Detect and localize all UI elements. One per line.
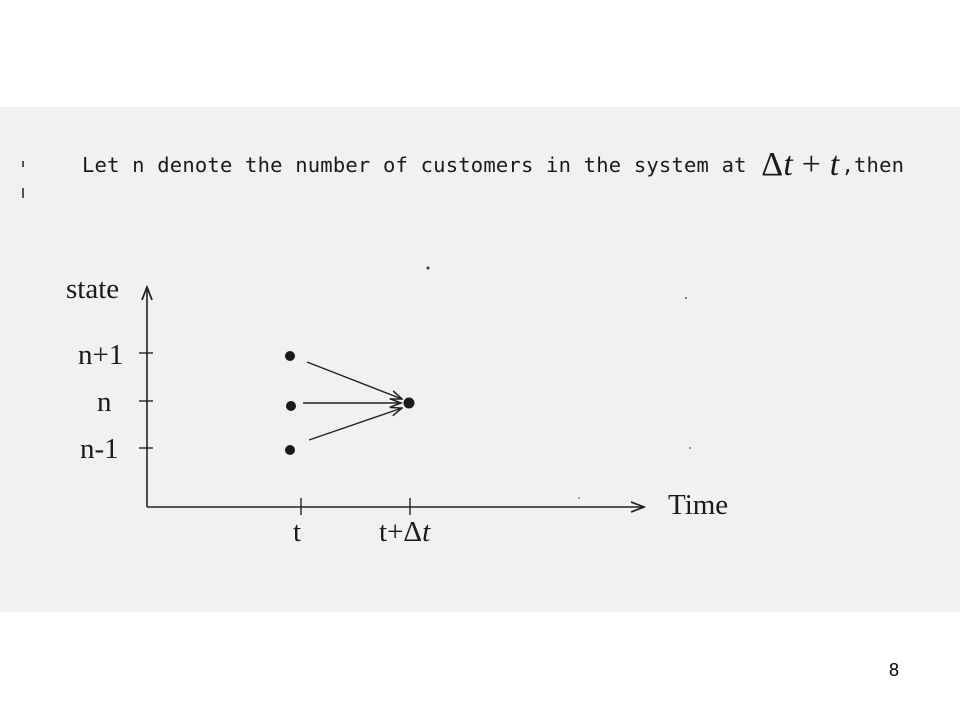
math-delta: Δ: [761, 146, 784, 183]
scan-speck: [427, 267, 430, 270]
math-plus: +: [793, 146, 830, 183]
x-axis-label: Time: [668, 489, 729, 521]
time-label-t-plus: t+: [379, 516, 404, 548]
caption-suffix: ,then: [841, 153, 905, 177]
state-dot-target-n: [404, 398, 415, 409]
state-dot-n: [286, 401, 296, 411]
state-label-n: n: [97, 386, 112, 418]
state-label-n-plus-1: n+1: [78, 339, 124, 371]
state-dot-n-plus-1: [285, 351, 295, 361]
state-label-n-minus-1: n-1: [80, 433, 119, 465]
scan-speck: [578, 497, 580, 499]
transition-arrow-from-n-minus-1: [309, 408, 402, 440]
state-dot-n-minus-1: [285, 445, 295, 455]
slide-number: 8: [889, 660, 900, 680]
transition-arrow-from-n-plus-1: [307, 362, 402, 399]
time-label-delta: Δ: [403, 516, 423, 548]
scan-speck: [685, 297, 687, 299]
scan-speck: [689, 447, 691, 449]
y-axis-label: state: [66, 273, 120, 305]
time-label-delta-var: t: [422, 516, 431, 548]
math-t1: t: [783, 146, 794, 183]
caption-text: Let n denote the number of customers in the system at: [82, 153, 760, 177]
time-label-t: t: [293, 516, 302, 548]
math-t2: t: [829, 146, 840, 183]
time-label-t-plus-delta-t: [379, 516, 431, 548]
